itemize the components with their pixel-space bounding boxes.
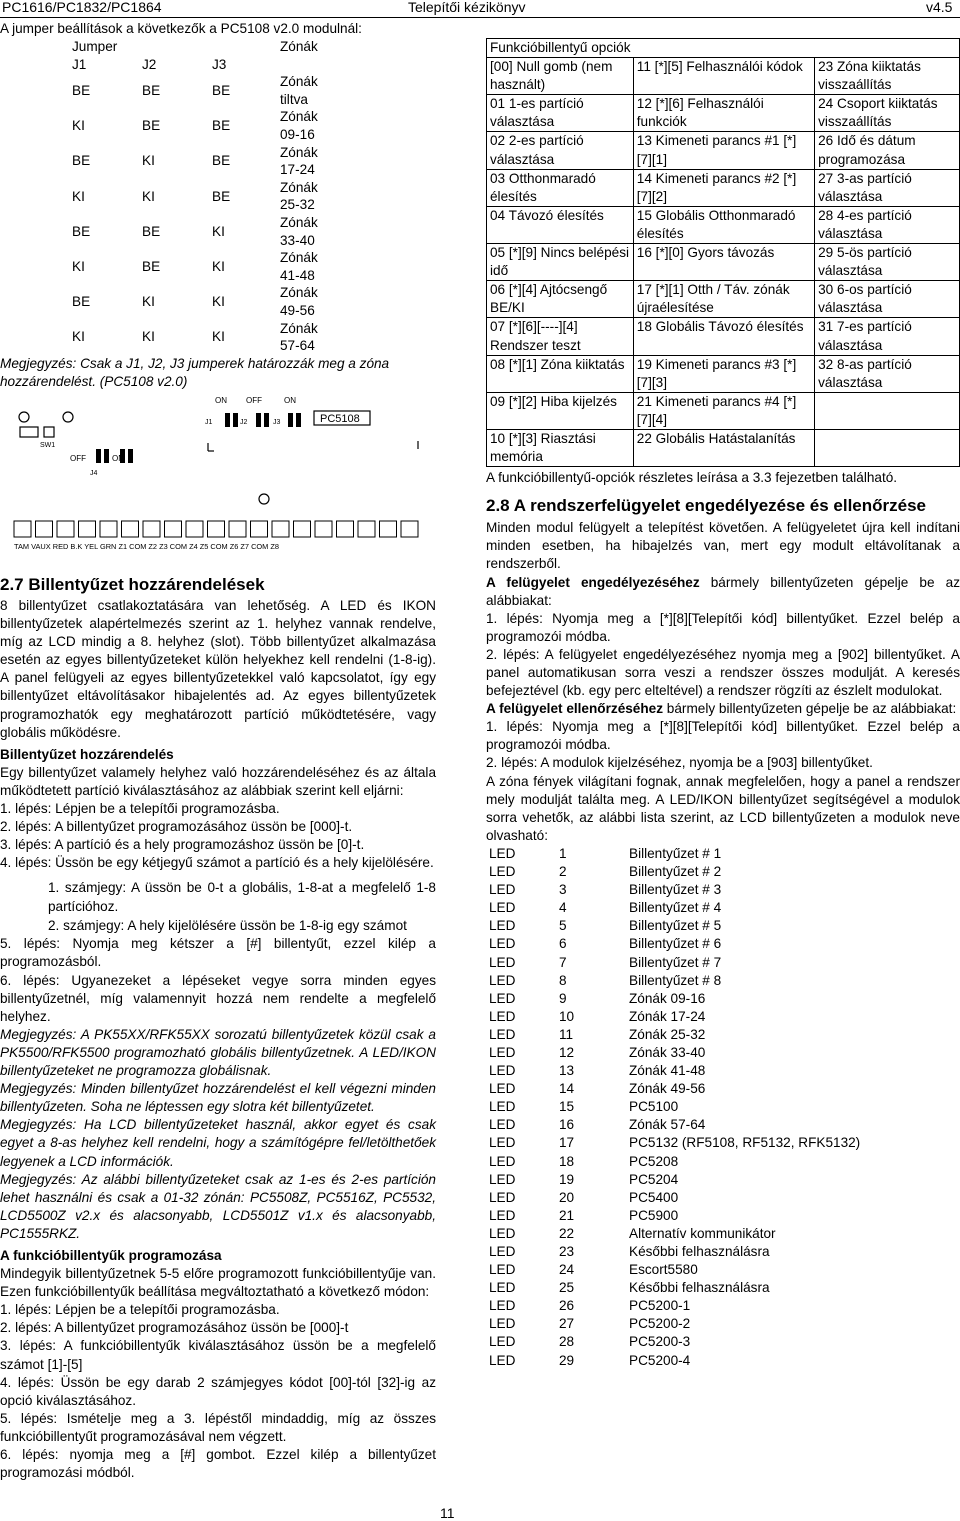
- jumper-cell: BE: [142, 223, 161, 239]
- kb-step-6: 6. lépés: Ugyanezeket a lépéseket vegye sorra minden egyes billentyűzetnél, míg valamennyit hozzá nem rendelte a megfelelő helyhez.: [0, 972, 436, 1024]
- jumper-intro: A jumper beállítások a következők a PC5108 v2.0 modulnál:: [0, 21, 362, 36]
- led-row: [489, 1225, 929, 1243]
- led-label: LED: [489, 1298, 516, 1314]
- led-row: [489, 1062, 929, 1080]
- led-label: LED: [489, 1189, 516, 1205]
- fk-table-row: [487, 132, 960, 169]
- led-row: [489, 1297, 929, 1315]
- led-label: LED: [489, 1207, 516, 1223]
- led-label: LED: [489, 972, 516, 988]
- led-label: LED: [489, 1044, 516, 1060]
- jumper-row: [0, 284, 330, 319]
- led-row: [489, 899, 929, 917]
- led-module: Billentyűzet # 2: [629, 864, 722, 880]
- fk-table-row: [487, 355, 960, 392]
- s28-enable-step-1: 1. lépés: Nyomja meg a [*][8][Telepítői kód] billentyűket. Ezzel belép a programozói módba.: [486, 610, 960, 644]
- fk-step-5: 5. lépés: Ismételje meg a 3. lépéstől mindaddig, míg az összes funkcióbillentyűt programozásával nem végzett.: [0, 1410, 436, 1444]
- fk-note: A funkcióbillentyű-opciók részletes leírása a 3.3 fejezetben található.: [486, 470, 898, 486]
- fk-table-cell: 09 [*][2] Hiba kijelzés: [487, 392, 634, 429]
- fk-table-row: [487, 244, 960, 281]
- jumper-row: [0, 214, 330, 249]
- terminal-block: [79, 521, 96, 537]
- terminal-block: [36, 521, 53, 537]
- jumper-sub-j3: J3: [212, 56, 227, 72]
- terminal-block: [315, 521, 332, 537]
- fk-table-cell: 28 4-es partíció választása: [815, 206, 960, 243]
- led-module: Zónák 49-56: [629, 1081, 706, 1097]
- diagram-terminal-labels: TAM VAUX RED B.K YEL GRN Z1 COM Z2 Z3 COM Z4 Z5 COM Z6 Z7 COM Z8: [14, 541, 280, 551]
- kb-digit-1: 1. számjegy: A üssön be 0-t a globális, 1-8-at a megfelelő 1-8 partícióhoz.: [48, 880, 436, 915]
- led-module: Későbbi felhasználásra: [629, 1280, 770, 1296]
- led-label: LED: [489, 918, 516, 934]
- jumper-note: Megjegyzés: Csak a J1, J2, J3 jumperek határozzák meg a zóna hozzárendelést. (PC5108 v2.0): [0, 355, 390, 389]
- led-module: Későbbi felhasználásra: [629, 1244, 770, 1259]
- led-module: PC5900: [629, 1207, 679, 1223]
- terminal-block: [380, 521, 397, 537]
- jumper-cell: BE: [212, 118, 231, 134]
- jumper-zone-cell: Zónák 33-40: [280, 215, 318, 248]
- led-number: 25: [559, 1280, 575, 1296]
- led-module: Billentyűzet # 8: [629, 972, 722, 988]
- fk-step-1: 1. lépés: Lépjen be a telepítői programozásba.: [0, 1302, 280, 1318]
- led-module: PC5200-4: [629, 1352, 691, 1368]
- fk-step-6: 6. lépés: nyomja meg a [#] gombot. Ezzel kilép a billentyűzet programozási módból.: [0, 1447, 436, 1481]
- jumper-cell: KI: [212, 294, 225, 310]
- jumper-cell: BE: [72, 294, 91, 310]
- fk-table-cell: [00] Null gomb (nem használt): [487, 58, 634, 95]
- led-label: LED: [489, 936, 516, 952]
- led-row: [489, 954, 929, 972]
- jumper-cell: KI: [72, 118, 85, 134]
- led-row: [489, 1153, 929, 1171]
- fk-table-row: [487, 318, 960, 355]
- terminal-block: [208, 521, 225, 537]
- led-module: PC5200-1: [629, 1298, 691, 1314]
- kb-assign-title: Billentyűzet hozzárendelés: [0, 746, 174, 762]
- led-label: LED: [489, 1135, 516, 1151]
- jumper-table: [0, 38, 330, 355]
- note-4: Megjegyzés: Az alábbi billentyűzeteket csak az 1-es és 2-es partíción lehet használni és csak a 01-32 zónán: PC5508Z, PC5516Z, PC5532, LCD5500Z v2.x és alacsonyabb, LCD5501Z v1.x és alacsonyabb, PC1555RKZ.: [0, 1171, 436, 1241]
- fk-table-cell: 23 Zóna kiiktatás visszaállítás: [815, 58, 960, 95]
- jumper-cell: KI: [212, 259, 225, 275]
- led-number: 23: [559, 1244, 575, 1259]
- led-number: 19: [559, 1171, 575, 1187]
- terminal-block: [57, 521, 74, 537]
- diagram-on-label: ON: [215, 395, 227, 405]
- note-1: Megjegyzés: A PK55XX/RFK55XX sorozatú billentyűzetek közül csak a PK5500/RFK5500 programozható globális billentyűzetnek. A LED/IKON billentyűzeteket ne programozza globálisnak.: [0, 1026, 436, 1079]
- jumper-cell: KI: [142, 329, 155, 345]
- fk-table-cell: 32 8-as partíció választása: [815, 355, 960, 392]
- led-number: 26: [559, 1298, 575, 1314]
- led-number: 4: [559, 900, 567, 916]
- led-number: 20: [559, 1189, 575, 1205]
- led-module: PC5132 (RF5108, RF5132, RFK5132): [629, 1135, 861, 1151]
- led-label: LED: [489, 1225, 516, 1241]
- fk-table-cell: 05 [*][9] Nincs belépési idő: [487, 244, 634, 281]
- fk-step-4: 4. lépés: Üssön be egy darab 2 számjegyes kódot [00]-tól [32]-ig az opció kiválasztásához.: [0, 1374, 436, 1408]
- mount-hole-icon: [63, 412, 73, 422]
- led-label: LED: [489, 1063, 516, 1079]
- fk-table-cell: 26 Idő és dátum programozása: [815, 132, 960, 169]
- terminal-block: [229, 521, 246, 537]
- jumper-head-jumper: Jumper: [72, 39, 118, 55]
- kb-step-4: 4. lépés: Üssön be egy kétjegyű számot a partíció és a hely kijelölésére.: [0, 855, 434, 871]
- fk-table-cell: 12 [*][6] Felhasználói funkciók: [633, 95, 814, 132]
- led-label: LED: [489, 845, 516, 861]
- led-number: 11: [559, 1026, 574, 1042]
- terminal-block: [337, 521, 354, 537]
- fk-table-cell: 30 6-os partíció választása: [815, 281, 960, 318]
- fk-table-title: Funkcióbillentyű opciók: [487, 39, 960, 58]
- led-row: [489, 1352, 929, 1370]
- led-number: 3: [559, 882, 567, 898]
- led-module: PC5200-2: [629, 1316, 691, 1332]
- jumper-cell: BE: [72, 223, 91, 239]
- right-column: [486, 38, 960, 1370]
- fk-step-3: 3. lépés: A funkcióbillentyűk kiválasztásához üssön be a megfelelő számot [1]-[5]: [0, 1338, 436, 1372]
- led-label: LED: [489, 990, 516, 1006]
- led-label: LED: [489, 864, 516, 880]
- led-row: [489, 1279, 929, 1297]
- led-row: [489, 1189, 929, 1207]
- led-module: PC5204: [629, 1171, 679, 1187]
- fk-table-cell: 21 Kimeneti parancs #4 [*][7][4]: [633, 392, 814, 429]
- led-number: 5: [559, 918, 567, 934]
- jumper-cell: KI: [142, 188, 155, 204]
- led-row: [489, 1008, 929, 1026]
- diagram-on3-label: ON: [112, 453, 124, 463]
- fk-table-cell: 22 Globális Hatástalanítás: [633, 429, 814, 466]
- jumper-cell: BE: [212, 83, 231, 99]
- led-row: [489, 1207, 929, 1225]
- jumper-zone-cell: Zónák 09-16: [280, 109, 318, 143]
- jumper-cell: KI: [72, 329, 85, 345]
- led-row: [489, 972, 929, 990]
- function-key-table: [486, 38, 960, 467]
- fk-table-row: [487, 281, 960, 318]
- led-number: 13: [559, 1063, 575, 1079]
- section-2-7-body: 8 billentyűzet csatlakoztatására van lehetőség. A LED és IKON billentyűzetek alapértelmezés szerint az 1. helyhez vannak rendelve, míg az LCD mindig a 8. helyhez (slot). Több billentyűzet alkalmazása esetén az egyes billentyűzeteket külön helyekhez kell rendelni (1-8-ig). A panel felügyeli az egyes billentyűzetekkel való kapcsolatot, így egy billentyűzet eltávolításakor hibajelentés ad. Az egyes billentyűzetek programozhatók egy meghatározott partíció működtetésére, vagy globális működésre.: [0, 597, 436, 740]
- fk-table-cell: 18 Globális Távozó élesítés: [633, 318, 814, 355]
- fk-table-row: [487, 429, 960, 466]
- led-label: LED: [489, 1352, 516, 1368]
- header-left: PC1616/PC1832/PC1864: [2, 0, 162, 15]
- jumper-sub-j2: J2: [142, 56, 157, 72]
- fk-table-cell: 27 3-as partíció választása: [815, 169, 960, 206]
- led-module: Zónák 17-24: [629, 1008, 706, 1024]
- led-module: Billentyűzet # 6: [629, 936, 722, 952]
- led-module: Zónák 09-16: [629, 990, 706, 1006]
- led-number: 2: [559, 864, 567, 880]
- s28-p1: Minden modul felügyelt a telepítést követően. A felügyeletet újra kell indítani minden esetben, ha hibajelzés van, mert egy modult eltávolítanak a rendszerből.: [486, 520, 960, 572]
- led-number: 6: [559, 936, 567, 952]
- led-row: [489, 881, 929, 899]
- led-row: [489, 1026, 929, 1044]
- diagram-j1-label: J1: [205, 418, 213, 426]
- fk-table-row: [487, 95, 960, 132]
- fk-table-cell: 08 [*][1] Zóna kiiktatás: [487, 355, 634, 392]
- led-module: PC5400: [629, 1189, 679, 1205]
- led-number: 18: [559, 1153, 575, 1169]
- led-row: [489, 935, 929, 953]
- s28-enable-intro: [486, 574, 960, 610]
- led-module: Zónák 33-40: [629, 1044, 706, 1060]
- diagram-j2-label: J2: [240, 418, 248, 426]
- led-module: PC5100: [629, 1099, 679, 1115]
- diagram-off2-label: OFF: [70, 453, 86, 463]
- jumper-cell: KI: [72, 259, 85, 275]
- terminal-block: [186, 521, 203, 537]
- jumper-row: [0, 73, 330, 108]
- s28-check-rest: bármely billentyűzeten gépelje be az alábbiakat:: [663, 701, 957, 717]
- section-2-8-title: 2.8 A rendszerfelügyelet engedélyezése és ellenőrzése: [486, 496, 927, 516]
- jumper-cell: KI: [142, 153, 155, 169]
- jumper-row: [0, 320, 330, 355]
- left-column: [0, 20, 436, 1482]
- fk-intro: Mindegyik billentyűzetnek 5-5 előre programozott funkcióbillentyűje van. Ezen funkcióbillentyűk beállítása megváltoztatható a következő módon:: [0, 1266, 436, 1300]
- fk-table-cell: 04 Távozó élesítés: [487, 206, 634, 243]
- led-label: LED: [489, 1099, 516, 1115]
- led-number: 29: [559, 1352, 575, 1368]
- kb-digit-2: 2. számjegy: A hely kijelölésére üssön be 1-8-ig egy számot: [48, 918, 407, 934]
- led-row: [489, 1116, 929, 1134]
- led-number: 16: [559, 1117, 575, 1133]
- led-number: 10: [559, 1008, 575, 1024]
- led-number: 17: [559, 1135, 575, 1151]
- led-number: 8: [559, 972, 567, 988]
- jumper-row: [0, 179, 330, 214]
- led-module: Zónák 57-64: [629, 1117, 706, 1133]
- kb-step-3: 3. lépés: A partíció és a hely programozáshoz üssön be [0]-t.: [0, 837, 365, 853]
- terminal-block: [401, 521, 418, 537]
- led-module-table: [489, 845, 929, 1370]
- led-label: LED: [489, 1008, 516, 1024]
- kb-step-2: 2. lépés: A billentyűzet programozásához üssön be [000]-t.: [0, 819, 353, 835]
- s28-check-bold: A felügyelet ellenőrzéséhez: [486, 701, 664, 717]
- led-number: 15: [559, 1099, 575, 1115]
- header-right: v4.5: [926, 0, 953, 15]
- led-number: 22: [559, 1225, 575, 1241]
- led-number: 21: [559, 1207, 575, 1223]
- fk-table-row: [487, 206, 960, 243]
- s28-check-intro: [486, 700, 960, 718]
- section-2-7-title: 2.7 Billentyűzet hozzárendelések: [0, 574, 265, 594]
- led-module: Billentyűzet # 5: [629, 918, 722, 934]
- led-row: [489, 1333, 929, 1351]
- fk-step-2: 2. lépés: A billentyűzet programozásához üssön be [000]-t: [0, 1320, 349, 1336]
- fk-table-cell: 17 [*][1] Otth / Táv. zónák újraélesítése: [633, 281, 814, 318]
- led-number: 28: [559, 1334, 575, 1350]
- led-label: LED: [489, 1026, 516, 1042]
- s28-check-step-2: 2. lépés: A modulok kijelzéséhez, nyomja be a [903] billentyűket.: [486, 755, 873, 771]
- s28-enable-bold: A felügyelet engedélyezéséhez: [486, 574, 700, 590]
- led-label: LED: [489, 1334, 516, 1350]
- led-module: PC5208: [629, 1153, 679, 1169]
- jumper-head-zones: Zónák: [280, 39, 318, 55]
- diagram-on2-label: ON: [284, 395, 296, 405]
- jumper-cell: BE: [212, 153, 231, 169]
- fk-table-cell: 24 Csoport kiiktatás visszaállítás: [815, 95, 960, 132]
- fk-table-cell: [815, 392, 960, 429]
- led-module: Billentyűzet # 3: [629, 882, 722, 898]
- led-module: Escort5580: [629, 1262, 698, 1278]
- led-label: LED: [489, 1081, 516, 1097]
- fk-table-cell: 19 Kimeneti parancs #3 [*][7][3]: [633, 355, 814, 392]
- led-row: [489, 1243, 929, 1261]
- note-2: Megjegyzés: Minden billentyűzet hozzárendelést el kell végezni minden billentyűzeten. Soha ne léptessen egy slotra két billentyűzetet.: [0, 1081, 436, 1115]
- led-label: LED: [489, 882, 516, 898]
- diagram-off-label: OFF: [246, 395, 262, 405]
- led-label: LED: [489, 1262, 516, 1278]
- led-module: Billentyűzet # 4: [629, 900, 722, 916]
- jumper-zone-cell: Zónák 57-64: [280, 320, 318, 354]
- led-number: 9: [559, 990, 567, 1006]
- fk-table-cell: 06 [*][4] Ajtócsengő BE/KI: [487, 281, 634, 318]
- jumper-zone-cell: Zónák 49-56: [280, 285, 318, 318]
- terminal-block: [100, 521, 117, 537]
- jumper-cell: BE: [142, 259, 161, 275]
- terminal-block: [14, 521, 31, 537]
- led-row: [489, 917, 929, 935]
- terminal-block: [143, 521, 160, 537]
- led-number: 24: [559, 1262, 575, 1278]
- jumper-cell: KI: [212, 329, 225, 345]
- s28-enable-step-2: 2. lépés: A felügyelet engedélyezéséhez nyomja meg a [902] billentyűket. A panel automatikusan sorra veszi a rendszer összes modulját. A keresés befejeztével (kb. egy perc elteltével) a rendszer rögzíti az észlelt modulokat.: [486, 646, 960, 699]
- jumper-zone-cell: Zónák tiltva: [280, 74, 318, 107]
- led-row: [489, 1044, 929, 1062]
- fk-table-cell: 07 [*][6][----][4] Rendszer teszt: [487, 318, 634, 355]
- header-center: Telepítői kézikönyv: [408, 0, 526, 15]
- terminal-block: [251, 521, 268, 537]
- jumper-row: [0, 144, 330, 179]
- jumper-row: [0, 249, 330, 284]
- led-row: [489, 1080, 929, 1098]
- fk-table-row: [487, 58, 960, 95]
- led-number: 7: [559, 954, 567, 970]
- led-row: [489, 1261, 929, 1279]
- fk-table-cell: 02 2-es partíció választása: [487, 132, 634, 169]
- led-row: [489, 863, 929, 881]
- led-module: Billentyűzet # 1: [629, 845, 722, 861]
- fk-title: A funkcióbillentyűk programozása: [0, 1247, 222, 1263]
- led-module: Zónák 25-32: [629, 1026, 706, 1042]
- kb-step-5: 5. lépés: Nyomja meg kétszer a [#] billentyűt, ezzel kilép a programozásból.: [0, 936, 436, 970]
- kb-assign-intro: Egy billentyűzet valamely helyhez való hozzárendeléséhez és az általa működtetett partíció kiválasztásához az alábbiak szerint kell eljárni:: [0, 764, 436, 798]
- led-row: [489, 990, 929, 1008]
- led-label: LED: [489, 1171, 516, 1187]
- jumper-row: [0, 108, 330, 143]
- led-label: LED: [489, 900, 516, 916]
- jumper-zone-cell: Zónák 25-32: [280, 179, 318, 213]
- led-label: LED: [489, 1153, 516, 1169]
- jumper-zone-cell: Zónák 17-24: [280, 144, 318, 178]
- jumper-cell: BE: [142, 118, 161, 134]
- mount-hole-icon: [19, 412, 29, 422]
- jumper-sub-j1: J1: [72, 56, 87, 72]
- led-row: [489, 1134, 929, 1152]
- led-row: [489, 1315, 929, 1333]
- fk-table-cell: 16 [*][0] Gyors távozás: [633, 244, 814, 281]
- fk-table-cell: 03 Otthonmaradó élesítés: [487, 169, 634, 206]
- jumper-cell: KI: [212, 223, 225, 239]
- pc5108-diagram: [0, 391, 436, 571]
- diagram-j4-label: J4: [90, 469, 98, 477]
- note-3: Megjegyzés: Ha LCD billentyűzeteket használ, akkor egyet és csak egyet a 8-as helyhez kell rendelni, hogy a számítógépre fel/letölthetőek legyenek a LCD információk.: [0, 1117, 436, 1169]
- page-number: 11: [440, 1505, 455, 1521]
- page-header: [0, 0, 960, 18]
- mount-hole-icon: [259, 494, 269, 504]
- jumper-cell: BE: [212, 188, 231, 204]
- s28-end: A zóna fények világítani fognak, annak megfelelően, hogy a panel a rendszer mely modulját találta meg. A LED/IKON billentyűzet segítségével a modulok sorra vehetők, az alábbi lista szerint, az LCD billentyűzeten a modulok neve olvasható:: [486, 773, 960, 843]
- kb-step-1: 1. lépés: Lépjen be a telepítői programozásba.: [0, 801, 280, 816]
- terminal-block: [294, 521, 311, 537]
- fk-table-cell: 13 Kimeneti parancs #1 [*][7][1]: [633, 132, 814, 169]
- fk-table-cell: 14 Kimeneti parancs #2 [*][7][2]: [633, 169, 814, 206]
- terminal-block: [272, 521, 289, 537]
- fk-table-cell: 10 [*][3] Riasztási memória: [487, 429, 634, 466]
- led-module: Alternatív kommunikátor: [629, 1225, 776, 1241]
- diagram-j3-label: J3: [273, 418, 281, 426]
- led-number: 12: [559, 1044, 575, 1060]
- fk-table-cell: 31 7-es partíció választása: [815, 318, 960, 355]
- led-row: [489, 845, 929, 863]
- led-number: 14: [559, 1081, 575, 1097]
- jumper-cell: BE: [72, 153, 91, 169]
- fk-table-cell: 15 Globális Otthonmaradó élesítés: [633, 206, 814, 243]
- fk-table-row: [487, 169, 960, 206]
- fk-table-cell: 29 5-ös partíció választása: [815, 244, 960, 281]
- diagram-sw1-label: SW1: [40, 441, 56, 449]
- jumper-cell: KI: [72, 188, 85, 204]
- led-number: 1: [559, 845, 567, 861]
- led-label: LED: [489, 1280, 516, 1296]
- led-module: PC5200-3: [629, 1334, 691, 1350]
- led-module: Billentyűzet # 7: [629, 954, 722, 970]
- terminal-block: [165, 521, 182, 537]
- led-row: [489, 1098, 929, 1116]
- s28-enable-rest: bármely billentyűzeten gépelje be az alábbiakat:: [486, 574, 960, 608]
- led-label: LED: [489, 954, 516, 970]
- led-row: [489, 1171, 929, 1189]
- led-label: LED: [489, 1244, 516, 1259]
- terminal-block: [122, 521, 139, 537]
- s28-check-step-1: 1. lépés: Nyomja meg a [*][8][Telepítői kód] billentyűket. Ezzel belép a programozói módba.: [486, 719, 960, 753]
- jumper-cell: BE: [72, 83, 91, 99]
- led-label: LED: [489, 1316, 516, 1332]
- jumper-cell: KI: [142, 294, 155, 310]
- led-module: Zónák 41-48: [629, 1063, 706, 1079]
- led-number: 27: [559, 1316, 575, 1332]
- diagram-model-label: PC5108: [320, 412, 360, 425]
- jumper-zone-cell: Zónák 41-48: [280, 250, 318, 283]
- led-label: LED: [489, 1117, 516, 1133]
- fk-table-row: [487, 392, 960, 429]
- fk-table-cell: 11 [*][5] Felhasználói kódok: [633, 58, 814, 95]
- fk-table-cell: [815, 429, 960, 466]
- fk-table-cell: 01 1-es partíció választása: [487, 95, 634, 132]
- terminal-block: [358, 521, 375, 537]
- jumper-cell: BE: [142, 83, 161, 99]
